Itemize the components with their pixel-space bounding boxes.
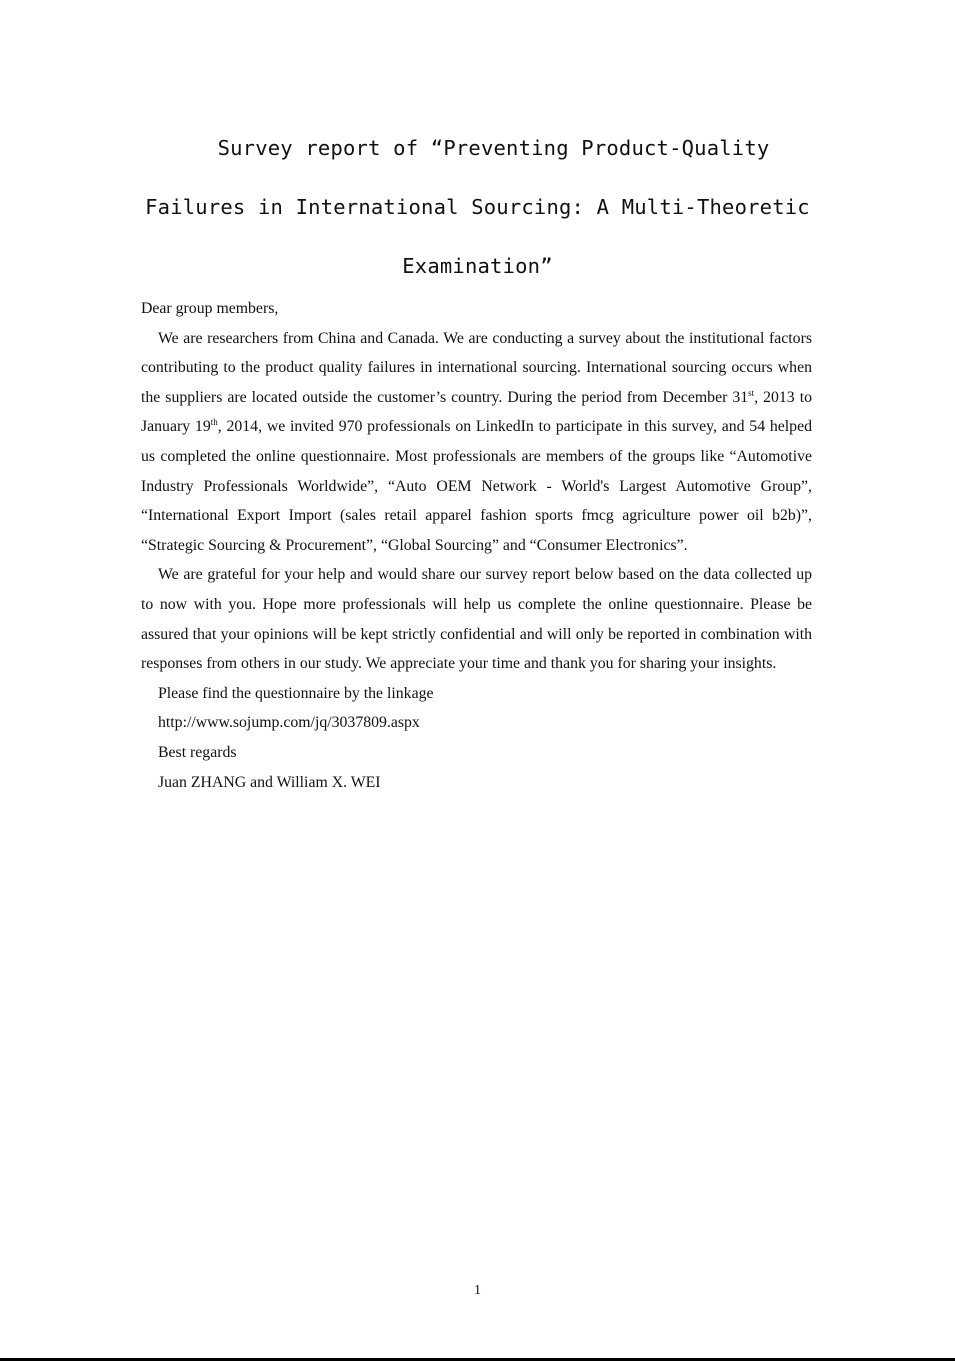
title-line-2: Failures in International Sourcing: A Multi-Theoretic <box>145 195 810 219</box>
paragraph-gratitude: We are grateful for your help and would share our survey report below based on the data collected up to now with you. Hope more professionals will help us complete the online questionnaire. Please be assured that your opinions will be kept strictly confidential and will only be reported in combination with responses from others in our study. We appreciate your time and thank you for sharing your insights. <box>141 566 812 673</box>
questionnaire-link[interactable]: http://www.sojump.com/jq/3037809.aspx <box>158 714 420 732</box>
salutation: Dear group members, <box>141 300 279 317</box>
paragraph-intro-part2: , 2013 to January 19 <box>141 388 812 436</box>
paragraph-intro <box>141 324 812 561</box>
paragraph-intro-part1: We are researchers from China and Canada. We are conducting a survey about the institutional factors contributing to the product quality failures in international sourcing. International sourcing occurs when the suppliers are located outside the customer’s country. During the period from December 31 <box>141 329 812 406</box>
document-body <box>141 294 812 797</box>
signature: Juan ZHANG and William X. WEI <box>158 773 381 791</box>
superscript-th: th <box>210 417 218 428</box>
paragraph-intro-part3: , 2014, we invited 970 professionals on LinkedIn to participate in this survey, and 54 helped us completed the online questionnaire. Most professionals are members of the groups like “Automotive Industry Professionals Worldwide”, “Auto OEM Network - World's Largest Automotive Group”, “International Export Import (sales retail apparel fashion sports fmcg agriculture power oil b2b)”, “Strategic Sourcing & Procurement”, “Global Sourcing” and “Consumer Electronics”. <box>141 418 812 554</box>
document-title <box>140 128 815 305</box>
link-intro: Please find the questionnaire by the linkage <box>158 684 434 702</box>
closing: Best regards <box>158 743 237 761</box>
page-number: 1 <box>474 1283 481 1298</box>
superscript-st: st <box>748 387 755 398</box>
title-line-3: Examination” <box>402 254 553 278</box>
title-line-1: Survey report of “Preventing Product-Quality <box>217 136 770 160</box>
